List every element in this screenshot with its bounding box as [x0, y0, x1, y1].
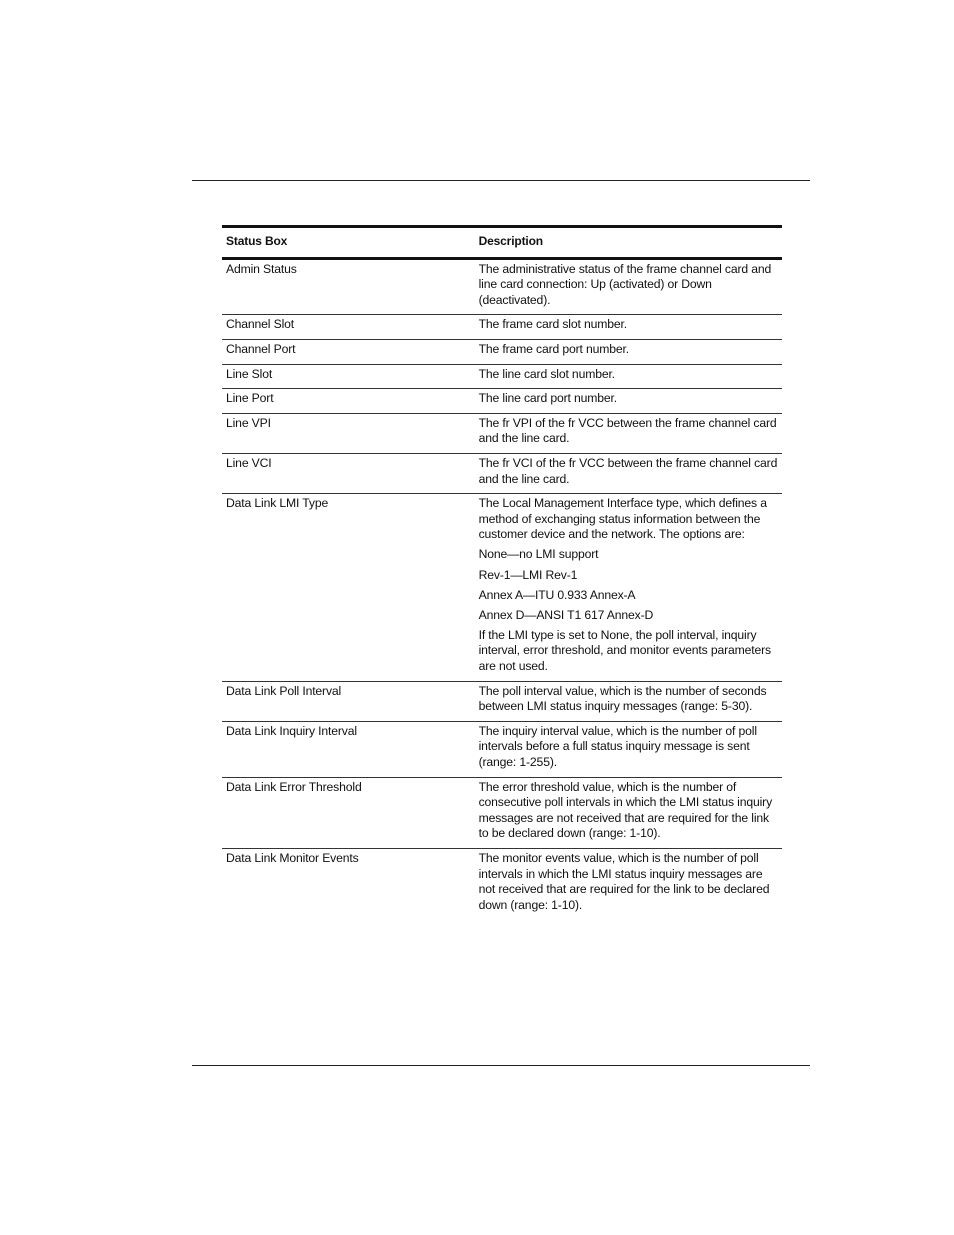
- table-row: [222, 413, 782, 453]
- column-header-description: Description: [478, 234, 543, 248]
- status-box-name: Channel Port: [222, 339, 475, 364]
- status-box-name: Data Link Monitor Events: [226, 850, 359, 865]
- status-box-name: Line VPI: [222, 413, 475, 453]
- table-row: [222, 494, 782, 681]
- status-box-name: Channel Slot: [222, 315, 475, 340]
- status-box-description: [475, 339, 782, 364]
- footer-rule: [192, 1065, 810, 1066]
- description-paragraph: The fr VCI of the fr VCC between the frame channel card and the line card.: [478, 455, 778, 486]
- table-row: [222, 339, 782, 364]
- status-box-name: Data Link Poll Interval: [222, 681, 475, 721]
- table-row: [222, 258, 782, 315]
- table-row: [222, 315, 782, 340]
- status-box-table: [222, 225, 782, 919]
- description-paragraph: The monitor events value, which is the number of poll intervals in which the LMI status inquiry messages are not received that are required for the link to be declared down (range: 1-10).: [478, 850, 770, 912]
- status-box-description: [475, 413, 782, 453]
- description-paragraph: Rev-1—LMI Rev-1: [478, 567, 578, 582]
- status-box-description: [475, 364, 782, 389]
- status-box-name: Line Port: [222, 389, 475, 414]
- table-row: [222, 389, 782, 414]
- status-box-description: [475, 258, 782, 315]
- status-box-description: [475, 681, 782, 721]
- status-box-description: [475, 848, 782, 919]
- description-paragraph: The error threshold value, which is the number of consecutive poll intervals in which the LMI status inquiry messages are not received that are required for the link to be declared down (range: 1-10).: [478, 779, 773, 841]
- header-rule: [192, 180, 810, 181]
- description-paragraph: The frame card slot number.: [478, 317, 627, 332]
- description-paragraph: Annex D—ANSI T1 617 Annex-D: [478, 607, 654, 622]
- status-box-description: [475, 777, 782, 848]
- description-paragraph: The frame card port number.: [478, 341, 629, 356]
- description-paragraph: Annex A—ITU 0.933 Annex-A: [478, 587, 636, 602]
- table-body: [222, 258, 782, 919]
- status-box-description: [475, 315, 782, 340]
- status-box-description: [475, 721, 782, 777]
- table-row: [222, 721, 782, 777]
- description-paragraph: The administrative status of the frame channel card and line card connection: Up (activated) or Down (deactivated).: [478, 261, 772, 307]
- description-paragraph: None—no LMI support: [478, 547, 599, 562]
- status-box-description: [475, 494, 782, 681]
- table-row: [222, 777, 782, 848]
- description-paragraph: The line card port number.: [478, 391, 617, 406]
- description-paragraph: The inquiry interval value, which is the number of poll intervals before a full status inquiry message is sent (range: 1-255).: [478, 723, 757, 769]
- status-box-description: [475, 389, 782, 414]
- table-row: [222, 681, 782, 721]
- table-row: [222, 453, 782, 493]
- description-paragraph: The fr VPI of the fr VCC between the frame channel card and the line card.: [478, 415, 777, 446]
- status-box-name: Data Link LMI Type: [222, 494, 475, 681]
- description-paragraph: If the LMI type is set to None, the poll interval, inquiry interval, error threshold, and monitor events parameters are not used.: [478, 627, 771, 673]
- column-header-status-box: Status Box: [226, 234, 288, 248]
- table-header-row: [222, 227, 782, 259]
- status-box-name: Data Link Error Threshold: [222, 777, 475, 848]
- description-paragraph: The poll interval value, which is the number of seconds between LMI status inquiry messages (range: 5-30).: [478, 683, 767, 714]
- table-row: [222, 848, 782, 919]
- status-box-name: Data Link Inquiry Interval: [222, 721, 475, 777]
- status-box-name: Admin Status: [222, 258, 475, 315]
- status-box-description: [475, 453, 782, 493]
- status-box-name: Line Slot: [222, 364, 475, 389]
- status-box-name: Line VCI: [222, 453, 475, 493]
- table-row: [222, 364, 782, 389]
- description-paragraph: The Local Management Interface type, which defines a method of exchanging status information between the customer device and the network. The options are:: [478, 496, 767, 542]
- description-paragraph: The line card slot number.: [478, 366, 615, 381]
